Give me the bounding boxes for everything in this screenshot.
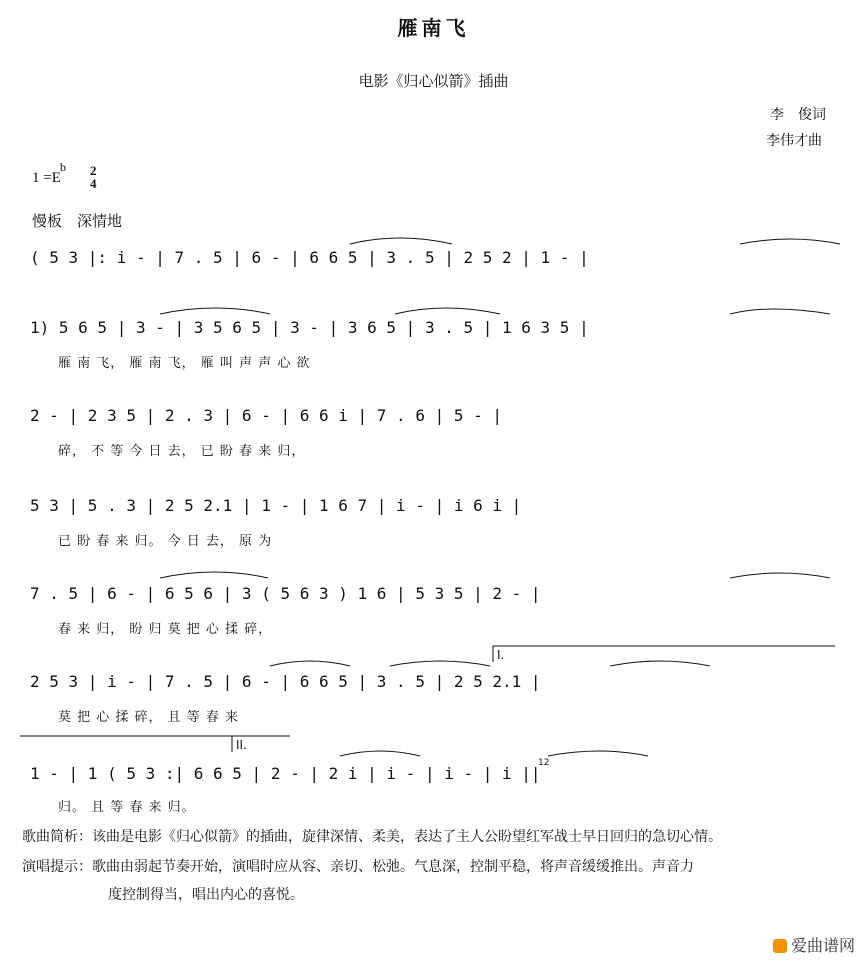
volta-one-label: I. <box>497 648 505 662</box>
slur <box>730 309 830 314</box>
volta-two <box>232 736 290 752</box>
slur <box>610 661 710 666</box>
slur <box>390 661 490 666</box>
composer-credit: 李伟才曲 <box>766 133 822 149</box>
site-watermark <box>773 933 855 956</box>
lyrics-row-3: 碎， 不 等 今 日 去， 已 盼 春 来 归， <box>58 444 306 459</box>
slur <box>160 572 268 578</box>
lyrics-row-7: 归。 且 等 春 来 归。 <box>58 800 196 815</box>
flat-sign: b <box>60 160 66 174</box>
slur <box>350 238 452 244</box>
lyrics-row-2: 雁 南 飞， 雁 南 飞， 雁 叫 声 声 心 欲 <box>58 356 311 371</box>
score-row-3: 2 - | 2 3 5 | 2 . 3 | 6 - | 6 6 i | 7 . 6 | 5 - | <box>30 406 503 425</box>
lyrics-row-6: 莫 把 心 揉 碎， 且 等 春 来 <box>58 710 240 725</box>
watermark-text: 爱曲谱网 <box>790 936 855 955</box>
score-row-4: 5 3 | 5 . 3 | 2 5 2.1 | 1 - | 1 6 7 | i - | i 6 i | <box>30 496 522 515</box>
score-row-7: 1 - | 1 ( 5 3 :| 6 6 5 | 2 - | 2 i | i - | i - | i || <box>30 764 541 783</box>
slur <box>730 573 830 578</box>
tempo-marking: 慢板 深情地 <box>32 212 123 230</box>
song-analysis: 歌曲简析：该曲是电影《归心似箭》的插曲，旋律深情、柔美，表达了主人公盼望红军战士早日回归的急切心情。 <box>22 829 722 845</box>
key-label: 1 =E <box>32 170 61 186</box>
score-row-1: ( 5 3 |: i - | 7 . 5 | 6 - | 6 6 5 | 3 . 5 | 2 5 2 | 1 - | <box>30 248 589 267</box>
slur <box>340 751 420 756</box>
slur <box>270 661 350 666</box>
lyrics-row-5: 春 来 归， 盼 归 莫 把 心 揉 碎， <box>58 622 273 637</box>
singing-tips: 演唱提示：歌曲由弱起节奏开始，演唱时应从容、亲切、松弛。气息深，控制平稳，将声音缓缓推出。声音力 <box>22 859 694 875</box>
lyricist-credit: 李 俊词 <box>770 107 826 123</box>
song-subtitle: 电影《归心似箭》插曲 <box>358 72 509 90</box>
fermata-mark: 12 <box>538 758 550 768</box>
music-logo-icon <box>773 939 787 953</box>
time-bottom: 4 <box>90 176 97 191</box>
score-row-5: 7 . 5 | 6 - | 6 5 6 | 3 ( 5 6 3 ) 1 6 | 5 3 5 | 2 - | <box>30 584 541 603</box>
time-top: 2 <box>90 163 97 178</box>
score-row-2: 1) 5 6 5 | 3 - | 3 5 6 5 | 3 - | 3 6 5 | 3 . 5 | 1 6 3 5 | <box>30 318 589 337</box>
song-title: 雁南飞 <box>397 16 470 40</box>
slur <box>395 308 500 314</box>
lyrics-row-4: 已 盼 春 来 归。 今 日 去， 原 为 <box>58 534 273 549</box>
volta-one <box>493 646 835 662</box>
singing-tips-continued: 度控制得当，唱出内心的喜悦。 <box>108 887 304 903</box>
slur <box>740 239 840 244</box>
slur <box>548 751 648 756</box>
score-row-6: 2 5 3 | i - | 7 . 5 | 6 - | 6 6 5 | 3 . 5 | 2 5 2.1 | <box>30 672 541 691</box>
slur <box>160 308 270 314</box>
volta-two-label: II. <box>236 738 247 752</box>
